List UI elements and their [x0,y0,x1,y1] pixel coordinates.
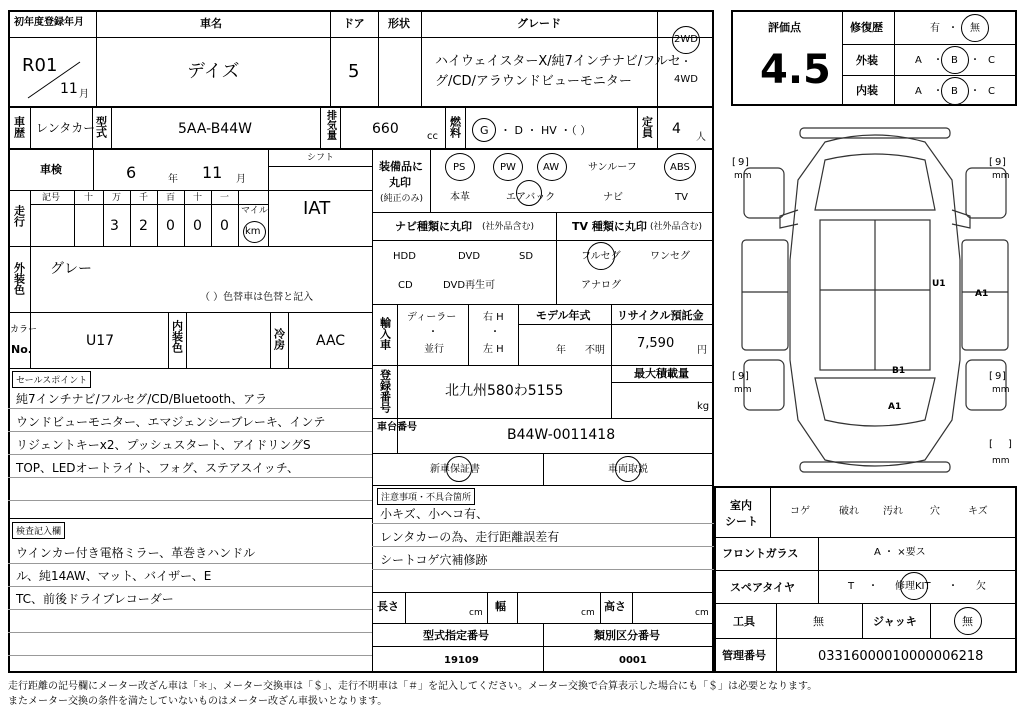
seat-label-2: シート [725,515,758,528]
reg-year-label: 初年度登録年月 [14,17,84,28]
model-year-unknown: 不明 [585,345,605,356]
sales-line: ウンドビューモニター、エマジェンシーブレーキ、インテ [16,415,326,429]
mgmt-label: 管理番号 [722,649,766,662]
plate-value: 北九州580わ5155 [445,383,564,399]
seat-item: 穴 [930,506,940,517]
tools-label: 工具 [733,615,755,628]
fuel-g: G [480,124,489,137]
tv-label: TV 種類に丸印 [572,220,647,233]
warranty-label: 新車保証書 [430,464,480,475]
type-number-value: 19109 [444,655,479,666]
interior-b: B [951,86,958,97]
tire-front-left-bracket: [ [732,157,736,168]
plate-label: 登録番号 [378,369,392,413]
inspector-line: ウインカー付き電格ミラー、革巻きハンドル [16,546,256,560]
navi-sd: SD [519,251,534,262]
damage-code-u1: U1 [932,279,946,289]
tire-rear-right-bracket-close: ] [1002,371,1006,382]
equip-sunroof: サンルーフ [588,162,637,173]
exterior-b: B [951,55,958,66]
length-label: 長さ [377,600,399,613]
damage-code-b1: B1 [892,366,906,376]
interior-a: A [915,86,922,97]
spare-kit: 修理KIT [895,581,931,592]
width-label: 幅 [495,600,506,613]
import-lh: 左 H [483,344,504,355]
equip-navi: ナビ [603,192,623,203]
inspection-month-unit: 月 [236,174,246,185]
sales-line: リジェントキーx2、プッシュスタート、アイドリングS [16,438,311,452]
fuel-label: 燃料 [448,116,462,138]
interior-c: C [988,86,995,97]
place-label: 万 [112,193,122,203]
km-label: km [245,226,261,237]
mileage-digit: 2 [139,218,148,234]
model-label: 型式 [94,116,108,138]
doors-value: 5 [348,61,360,82]
spare-tire-bracket-close: ] [1008,439,1012,450]
class-number-label: 類別区分番号 [594,629,660,642]
navi-dvd: DVD [458,251,481,262]
kg-unit: kg [697,401,710,412]
spare-tire-unit: mm [992,456,1010,466]
tire-rear-left-depth: 9 [738,371,745,382]
seat-item: 破れ [839,506,859,517]
equip-aw: AW [543,162,560,173]
color-change-note: （ ）色替車は色替と記入 [200,292,314,303]
import-dot-2: ・ [490,327,500,338]
score-label: 評価点 [768,21,801,34]
inspector-tag: 検査記入欄 [12,522,65,539]
exterior-dot: ・ [933,55,943,66]
width-unit: cm [581,608,595,618]
type-number-label: 型式指定番号 [423,629,489,642]
navi-cd: CD [398,280,413,291]
mileage-digit: 0 [193,218,202,234]
capacity-label: 定員 [640,116,654,138]
recycle-label: リサイクル預託金 [617,309,704,322]
reg-era-year: R01 [22,55,58,76]
tire-rear-left-unit: mm [734,385,752,395]
car-diagram [730,120,1020,480]
inspection-year-unit: 年 [168,174,178,185]
import-rh: 右 H [483,312,504,323]
equip-ps: PS [453,162,466,173]
mileage-code-label: 記号 [42,193,61,203]
drive-4wd: 4WD [674,74,698,85]
tire-rear-right-unit: mm [992,385,1010,395]
grade-line-2: グ/CD/アラウンドビューモニター [435,74,632,89]
tire-front-left-unit: mm [734,171,752,181]
jack-value: 無 [962,615,973,628]
inspection-year: 6 [126,163,137,182]
damage-code-a1: A1 [975,289,989,299]
navi-label-small: (社外品含む) [482,222,535,232]
history-label: 車歴 [12,116,26,138]
reg-month-unit: 月 [79,89,89,100]
tv-oneseg: ワンセグ [650,251,690,262]
damage-code-a1-rear: A1 [888,402,902,412]
doors-label: ドア [343,17,365,30]
interior-dot: ・ [933,86,943,97]
tv-fullseg: フルセグ [581,251,621,262]
color-code-value: U17 [86,333,115,349]
color-code-label-top: カラー [10,325,38,335]
tire-rear-right-depth: 9 [995,371,1002,382]
exterior-color-label: 外装色 [12,262,26,295]
displacement-label: 排気量 [324,110,336,140]
max-load-label: 最大積載量 [634,367,689,380]
mgmt-value: 03316000010000006218 [818,649,984,664]
manual-label: 車両取説 [608,464,648,475]
car-name: デイズ [187,61,240,82]
tire-front-right-bracket: [ [989,157,993,168]
grade-label: グレード [517,17,561,30]
interior-dot-2: ・ [970,86,980,97]
displacement-value: 660 [372,121,399,137]
equip-pw: PW [500,162,516,173]
tire-rear-left-bracket: [ [732,371,736,382]
spare-tire-bracket: [ [989,439,993,450]
fuel-options: ・ D ・ HV ・（ ） [500,124,592,137]
import-dot: ・ [428,327,438,338]
spare-dot: ・ [868,581,878,592]
color-code-label-bottom: No. [11,343,32,356]
spare-label: スペアタイヤ [730,581,796,594]
tools-value: 無 [813,615,824,628]
shift-label: シフト [307,153,335,163]
exterior-label: 外装 [856,54,878,67]
jack-label: ジャッキ [873,615,917,628]
chassis-value: B44W-0011418 [507,427,616,443]
tire-front-right-depth: 9 [995,157,1002,168]
place-label: 十 [193,193,203,203]
tv-label-small: (社外品含む) [650,222,703,232]
equipment-label-1: 装備品に [379,160,423,173]
mileage-digit: 0 [166,218,175,234]
equipment-label-2: 丸印 [389,176,411,189]
notes-line: シートコゲ穴補修跡 [380,553,488,567]
drive-dot: ・ [681,57,691,68]
spare-t: T [848,581,855,592]
drive-2wd: 2WD [674,34,698,45]
windshield-label: フロントガラス [722,547,799,560]
place-label: 十 [84,193,94,203]
seat-label-1: 室内 [730,499,752,512]
length-unit: cm [469,608,483,618]
inspection-month: 11 [202,163,223,182]
import-parallel: 並行 [424,344,444,355]
notes-line: レンタカーの為、走行距離誤差有 [380,530,560,544]
height-unit: cm [695,608,709,618]
footer-line-2: またメーター交換の条件を満たしていないものはメーター改ざん車扱いとなります。 [8,696,388,707]
chassis-label: 車台番号 [377,422,417,433]
tire-front-right-bracket-close: ] [1002,157,1006,168]
person-unit: 人 [696,132,706,143]
exterior-color-value: グレー [50,261,92,277]
import-dealer: ディーラー [407,312,457,323]
footer-line-1: 走行距離の記号欄にメーター改ざん車は「＊」、メーター交換車は「＄」、走行不明車は「＃」を記入してください。メーター交換で合算表示した場合にも「＄」は必要となります。 [8,681,818,692]
tv-analog: アナログ [581,280,621,291]
capacity-value: 4 [672,121,681,137]
import-label: 輸入車 [378,317,392,350]
sales-point-tag: セールスポイント [12,371,91,388]
car-name-label: 車名 [200,17,222,30]
mileage-label: 走行 [12,205,26,227]
shape-label: 形状 [388,17,410,30]
inspection-label: 車検 [40,163,62,176]
class-number-value: 0001 [619,655,647,666]
mileage-digit: 0 [220,218,229,234]
grade-line-1: ハイウェイスターX/純7インチナビ/フルセ [435,54,681,69]
equip-tv: TV [675,192,688,203]
windshield-value: A ・ ×要ス [874,547,926,558]
spare-none: 欠 [976,581,986,592]
ac-value: AAC [316,333,346,349]
model-value: 5AA-B44W [178,121,252,137]
equipment-label-3: (純正のみ) [380,194,424,204]
tire-front-right-unit: mm [992,171,1010,181]
tire-front-left-depth: 9 [738,157,745,168]
repair-label: 修復歴 [850,21,883,34]
interior-label: 内装 [856,84,878,97]
model-year-label: モデル年式 [536,309,591,322]
cc-unit: cc [427,131,438,142]
exterior-a: A [915,55,922,66]
yen-unit: 円 [697,345,707,356]
history-value: レンタカー [36,121,96,135]
exterior-dot-2: ・ [970,55,980,66]
navi-hdd: HDD [393,251,416,262]
tire-rear-right-bracket: [ [989,371,993,382]
height-label: 高さ [604,600,626,613]
mileage-digit: 3 [110,218,119,234]
mile-label: マイル [241,206,268,216]
reg-month: 11 [60,81,78,97]
tire-front-left-bracket-close: ] [745,157,749,168]
ac-label: 冷房 [272,328,286,350]
sales-line: TOP、LEDオートライト、フォグ、ステアスイッチ、 [16,461,299,475]
navi-label: ナビ種類に丸印 [395,220,472,233]
equip-airbag: エアバック [506,192,556,203]
equip-leather: 本革 [450,192,470,203]
notes-line: 小キズ、小ヘコ有、 [380,507,489,521]
equip-abs: ABS [670,162,690,173]
place-label: 千 [139,193,149,203]
inspector-line: TC、前後ドライブレコーダー [16,592,174,606]
spare-dot-2: ・ [948,581,958,592]
model-year-unit: 年 [556,345,566,356]
repair-yes: 有 [930,23,940,34]
notes-tag: 注意事項・不具合箇所 [377,488,475,505]
inspector-line: ル、純14AW、マット、バイザー、E [16,569,212,583]
seat-item: コゲ [790,506,810,517]
sales-line: 純7インチナビ/フルセグ/CD/Bluetooth、アラ [16,392,268,406]
interior-color-label: 内装色 [170,320,184,353]
seat-item: 汚れ [883,506,903,517]
repair-dot: ・ [948,23,958,34]
recycle-value: 7,590 [637,336,675,351]
place-label: 一 [220,193,230,203]
exterior-c: C [988,55,995,66]
repair-no: 無 [970,23,980,34]
navi-dvd-play: DVD再生可 [443,280,496,291]
seat-item: キズ [968,506,988,517]
shift-value: IAT [303,198,331,219]
place-label: 百 [166,193,176,203]
tire-rear-left-bracket-close: ] [745,371,749,382]
score-value: 4.5 [760,47,831,93]
